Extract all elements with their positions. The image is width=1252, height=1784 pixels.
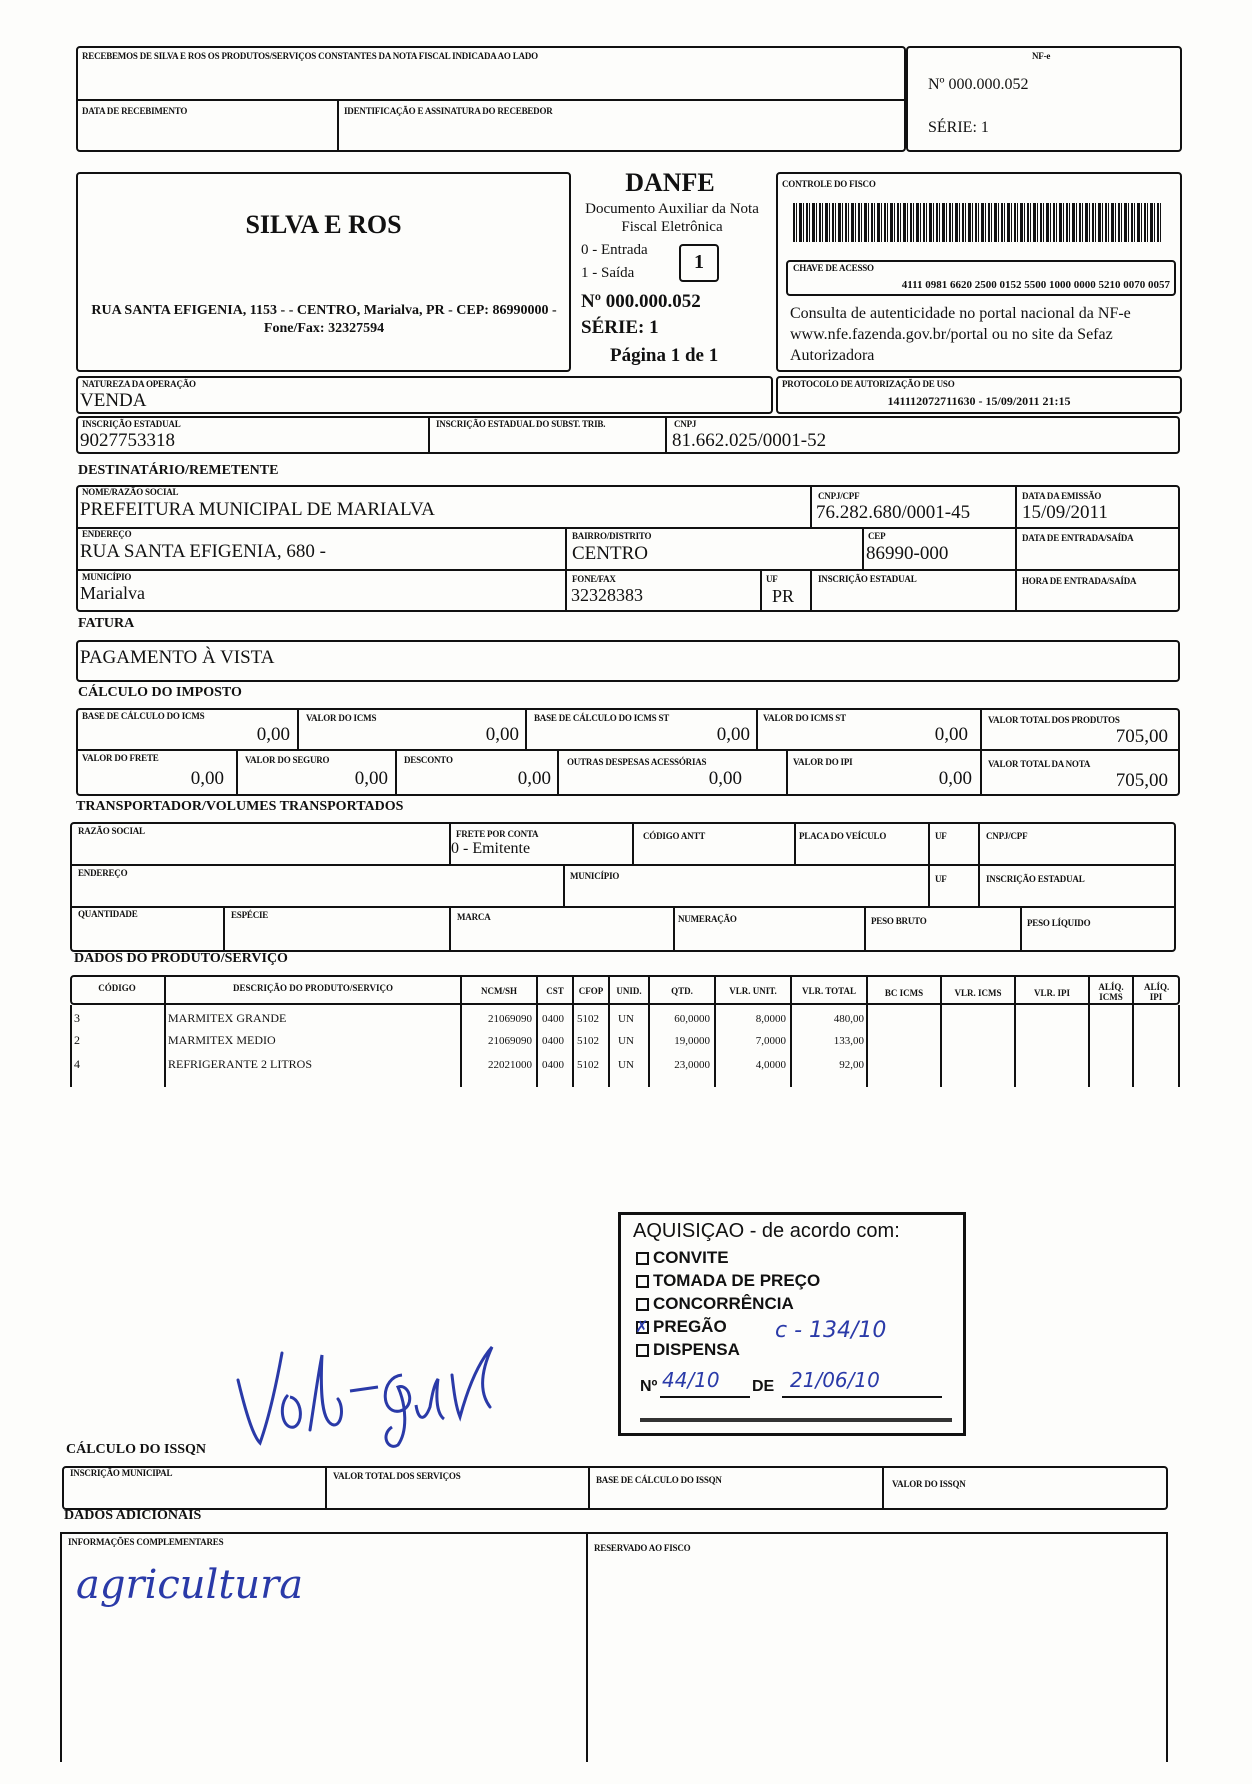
stamp-date-prefix: DE <box>752 1378 775 1395</box>
divider <box>337 99 339 152</box>
state-label: UF <box>766 574 778 584</box>
fiscal-control-label: CONTROLE DO FISCO <box>782 179 876 189</box>
divider <box>810 569 812 612</box>
additional-data-section-title: DADOS ADICIONAIS <box>64 1508 202 1523</box>
product-description: REFRIGERANTE 2 LITROS <box>168 1057 312 1071</box>
col-header-code: CÓDIGO <box>98 983 136 993</box>
recipient-section-title: DESTINATÁRIO/REMETENTE <box>78 463 279 478</box>
product-unit: UN <box>618 1035 634 1047</box>
district: CENTRO <box>572 543 648 564</box>
freight: 0,00 <box>190 768 224 789</box>
product-description: MARMITEX GRANDE <box>168 1011 287 1025</box>
vehicle-plate-label: PLACA DO VEÍCULO <box>799 831 887 841</box>
city: Marialva <box>80 583 145 603</box>
operation-type: 1 <box>694 251 704 273</box>
icms-value: 0,00 <box>485 724 519 745</box>
col-header-bc-icms: BC ICMS <box>884 988 924 998</box>
col-header-icms: VLR. ICMS <box>954 988 1002 998</box>
product-unit-price: 8,0000 <box>755 1013 786 1025</box>
substitute-registration-label: INSCRIÇÃO ESTADUAL DO SUBST. TRIB. <box>436 419 606 429</box>
divider <box>760 569 762 612</box>
divider <box>76 99 906 101</box>
authenticity-note: Consulta de autenticidade no portal nacional da NF-e www.nfe.fazenda.gov.br/portal ou no site da Sefaz Autorizadora <box>790 305 1131 364</box>
divider <box>565 527 567 612</box>
complementary-info-label: INFORMAÇÕES COMPLEMENTARES <box>68 1537 224 1547</box>
product-cfop: 5102 <box>577 1059 599 1071</box>
state-registration-box <box>76 416 1180 454</box>
issuer-cnpj: 81.662.025/0001-52 <box>672 430 827 451</box>
table-row <box>70 1055 1180 1079</box>
icms-base-label: BASE DE CÁLCULO DO ICMS <box>82 711 205 721</box>
product-ncm: 21069090 <box>488 1035 532 1047</box>
ipi-value: 0,00 <box>938 768 972 789</box>
other-expenses: 0,00 <box>708 768 742 789</box>
divider <box>325 1466 327 1510</box>
col-header-ncm: NCM/SH <box>481 986 517 996</box>
divider <box>449 906 451 952</box>
product-cfop: 5102 <box>577 1013 599 1025</box>
carrier-section-title: TRANSPORTADOR/VOLUMES TRANSPORTADOS <box>76 799 404 814</box>
divider <box>794 822 796 866</box>
stamp-option-tomada: TOMADA DE PREÇO <box>636 1271 820 1291</box>
barcode <box>793 203 1163 242</box>
recipient-address-label: ENDEREÇO <box>82 529 132 539</box>
stamp-option-convite: CONVITE <box>636 1248 729 1268</box>
divider <box>76 749 1180 751</box>
divider <box>882 1466 884 1510</box>
numbering-label: NUMERAÇÃO <box>678 914 737 924</box>
divider <box>862 527 864 571</box>
product-cst: 0400 <box>542 1059 564 1071</box>
product-ncm: 22021000 <box>488 1059 532 1071</box>
payment-terms: PAGAMENTO À VISTA <box>80 647 275 668</box>
issqn-box <box>62 1466 1168 1510</box>
products-total: 705,00 <box>1115 726 1168 747</box>
product-qty: 19,0000 <box>674 1035 710 1047</box>
freight-label: VALOR DO FRETE <box>82 753 159 763</box>
invoice-section-title: FATURA <box>78 616 135 631</box>
col-header-unit: UNID. <box>616 986 642 996</box>
carrier-city-label: MUNICÍPIO <box>570 871 620 881</box>
access-key-label: CHAVE DE ACESSO <box>793 263 874 273</box>
recipient-cnpj: 76.282.680/0001-45 <box>816 502 971 523</box>
divider <box>1015 485 1017 612</box>
carrier-state-label: UF <box>935 874 947 884</box>
receipt-date-label: DATA DE RECEBIMENTO <box>82 106 188 116</box>
col-header-cfop: CFOP <box>578 986 604 996</box>
col-header-ipi-rate: ALÍQ. IPI <box>1144 982 1170 1002</box>
divider <box>588 1466 590 1510</box>
divider <box>586 1532 588 1762</box>
checkbox-icon <box>636 1298 649 1311</box>
stamp-number-prefix: Nº <box>640 1378 658 1395</box>
col-header-unit-price: VLR. UNIT. <box>729 986 777 996</box>
brand-label: MARCA <box>457 912 491 922</box>
divider <box>978 822 980 908</box>
product-unit: UN <box>618 1013 634 1025</box>
divider <box>70 864 1176 866</box>
tax-section-title: CÁLCULO DO IMPOSTO <box>78 685 242 700</box>
page-count: Página 1 de 1 <box>610 345 719 366</box>
number-underline <box>660 1396 750 1398</box>
signature <box>230 1335 510 1455</box>
products-table <box>70 975 1180 1087</box>
table-row <box>70 1031 1180 1055</box>
protocol-label: PROTOCOLO DE AUTORIZAÇÃO DE USO <box>782 379 955 389</box>
stamp-option-dispensa: DISPENSA <box>636 1340 740 1360</box>
divider <box>928 822 930 908</box>
divider <box>70 906 1176 908</box>
icms-base: 0,00 <box>256 724 290 745</box>
phone: 32328383 <box>571 585 643 605</box>
stamp-option-pregao: ✗ PREGÃO <box>635 1317 727 1336</box>
checkbox-icon <box>636 1275 649 1288</box>
icms-st-value-label: VALOR DO ICMS ST <box>763 713 846 723</box>
products-total-label: VALOR TOTAL DOS PRODUTOS <box>988 715 1120 725</box>
product-unit-price: 7,0000 <box>755 1035 786 1047</box>
ipi-value-label: VALOR DO IPI <box>793 757 853 767</box>
carrier-box <box>70 822 1176 952</box>
divider <box>223 906 225 952</box>
product-cst: 0400 <box>542 1013 564 1025</box>
stamp-option-concorrencia: CONCORRÊNCIA <box>636 1294 794 1314</box>
date-underline <box>782 1396 942 1398</box>
icms-st-base-label: BASE DE CÁLCULO DO ICMS ST <box>534 713 670 723</box>
antt-code-label: CÓDIGO ANTT <box>643 831 706 841</box>
insurance-label: VALOR DO SEGURO <box>245 755 330 765</box>
net-weight-label: PESO LÍQUIDO <box>1027 918 1091 928</box>
receipt-statement: RECEBEMOS DE SILVA E ROS OS PRODUTOS/SERVIÇOS CONSTANTES DA NOTA FISCAL INDICADA AO LADO <box>82 51 538 61</box>
quantity-label: QUANTIDADE <box>78 909 138 919</box>
danfe-series: SÉRIE: 1 <box>581 317 659 338</box>
danfe-subtitle: Documento Auxiliar da Nota Fiscal Eletrônica <box>585 201 759 235</box>
protocol-value: 141112072711630 - 15/09/2011 21:15 <box>887 394 1071 408</box>
product-cfop: 5102 <box>577 1035 599 1047</box>
invoice-total: 705,00 <box>1115 770 1168 791</box>
receiver-signature-label: IDENTIFICAÇÃO E ASSINATURA DO RECEBEDOR <box>344 106 553 116</box>
vehicle-state-label: UF <box>935 831 947 841</box>
exit-option: 1 - Saída <box>581 265 635 281</box>
issue-date: 15/09/2011 <box>1022 502 1108 523</box>
checkbox-icon <box>636 1252 649 1265</box>
product-code: 3 <box>74 1011 80 1025</box>
product-total: 133,00 <box>833 1035 864 1047</box>
zip-code: 86990-000 <box>866 543 949 564</box>
issqn-value-label: VALOR DO ISSQN <box>892 1479 966 1489</box>
divider <box>428 416 430 454</box>
divider <box>632 822 634 866</box>
nfe-label: NF-e <box>1032 51 1051 61</box>
invoice-total-label: VALOR TOTAL DA NOTA <box>988 759 1091 769</box>
recipient-ie-label: INSCRIÇÃO ESTADUAL <box>818 574 917 584</box>
recipient-cnpj-label: CNPJ/CPF <box>818 491 860 501</box>
issuer-cnpj-label: CNPJ <box>674 419 697 429</box>
recipient-name-label: NOME/RAZÃO SOCIAL <box>82 487 179 497</box>
divider <box>665 416 667 454</box>
species-label: ESPÉCIE <box>231 910 269 920</box>
divider <box>1020 906 1022 952</box>
stamp-title: AQUISIÇAO - de acordo com: <box>633 1220 900 1242</box>
other-expenses-label: OUTRAS DESPESAS ACESSÓRIAS <box>567 757 707 767</box>
entry-exit-time-label: HORA DE ENTRADA/SAÍDA <box>1022 576 1137 586</box>
entry-exit-date-label: DATA DE ENTRADA/SAÍDA <box>1022 533 1134 543</box>
carrier-address-label: ENDEREÇO <box>78 868 128 878</box>
product-ncm: 21069090 <box>488 1013 532 1025</box>
stub-number: Nº 000.000.052 <box>928 76 1029 93</box>
checkbox-icon <box>636 1344 649 1357</box>
product-total: 480,00 <box>833 1013 864 1025</box>
product-qty: 60,0000 <box>674 1013 710 1025</box>
phone-label: FONE/FAX <box>572 574 616 584</box>
state-registration-label: INSCRIÇÃO ESTADUAL <box>82 419 181 429</box>
handwritten-process-number: c - 134/10 <box>775 1318 887 1343</box>
fiscal-reserved-label: RESERVADO AO FISCO <box>594 1543 691 1553</box>
product-total: 92,00 <box>839 1059 864 1071</box>
stamp-shadow-line <box>640 1418 952 1422</box>
product-cst: 0400 <box>542 1035 564 1047</box>
col-header-description: DESCRIÇÃO DO PRODUTO/SERVIÇO <box>232 983 394 993</box>
access-key: 4111 0981 6620 2500 0152 5500 1000 0000 5210 0070 0057 <box>901 279 1170 291</box>
product-unit-price: 4,0000 <box>755 1059 786 1071</box>
issue-date-label: DATA DA EMISSÃO <box>1022 491 1102 501</box>
discount: 0,00 <box>517 768 551 789</box>
divider <box>864 906 866 952</box>
danfe-number: Nº 000.000.052 <box>581 291 701 312</box>
operation-nature-label: NATUREZA DA OPERAÇÃO <box>82 379 196 389</box>
handwritten-date: 21/06/10 <box>790 1368 880 1392</box>
gross-weight-label: PESO BRUTO <box>871 916 927 926</box>
divider <box>563 864 565 908</box>
freight-responsibility: 0 - Emitente <box>451 840 531 857</box>
product-code: 2 <box>74 1033 80 1047</box>
icms-value-label: VALOR DO ICMS <box>306 713 377 723</box>
col-header-total: VLR. TOTAL <box>801 986 857 996</box>
recipient-name: PREFEITURA MUNICIPAL DE MARIALVA <box>80 499 435 520</box>
product-unit: UN <box>618 1059 634 1071</box>
issuer-address: RUA SANTA EFIGENIA, 1153 - - CENTRO, Marialva, PR - CEP: 86990000 - Fone/Fax: 32327594 <box>91 303 557 336</box>
operation-nature: VENDA <box>80 390 147 411</box>
product-code: 4 <box>74 1057 80 1071</box>
issuer-box <box>76 172 571 372</box>
col-header-ipi: VLR. IPI <box>1033 988 1070 998</box>
discount-label: DESCONTO <box>404 755 453 765</box>
issuer-name: SILVA E ROS <box>245 210 402 239</box>
state-registration: 9027753318 <box>80 430 175 451</box>
city-label: MUNICÍPIO <box>82 572 132 582</box>
state: PR <box>772 586 795 606</box>
district-label: BAIRRO/DISTRITO <box>572 531 652 541</box>
municipal-registration-label: INSCRIÇÃO MUNICIPAL <box>70 1468 173 1478</box>
issqn-base-label: BASE DE CÁLCULO DO ISSQN <box>596 1475 722 1485</box>
col-header-icms-rate: ALÍQ. ICMS <box>1098 982 1124 1002</box>
table-row <box>70 1007 1180 1031</box>
handwritten-note: agricultura <box>76 1562 304 1608</box>
products-section-title: DADOS DO PRODUTO/SERVIÇO <box>74 951 288 966</box>
recipient-address: RUA SANTA EFIGENIA, 680 - <box>80 541 327 562</box>
stub-series: SÉRIE: 1 <box>928 119 989 136</box>
product-qty: 23,0000 <box>674 1059 710 1071</box>
insurance: 0,00 <box>354 768 388 789</box>
product-description: MARMITEX MEDIO <box>168 1033 276 1047</box>
icms-st-base: 0,00 <box>716 724 750 745</box>
divider <box>810 485 812 529</box>
col-header-cst: CST <box>546 986 564 996</box>
issqn-section-title: CÁLCULO DO ISSQN <box>66 1442 207 1457</box>
freight-responsibility-label: FRETE POR CONTA <box>456 829 539 839</box>
carrier-ie-label: INSCRIÇÃO ESTADUAL <box>986 874 1085 884</box>
zip-label: CEP <box>868 531 886 541</box>
entry-option: 0 - Entrada <box>581 242 648 258</box>
handwritten-number: 44/10 <box>662 1368 720 1392</box>
checked-box-icon: ✗ <box>635 1319 649 1336</box>
services-total-label: VALOR TOTAL DOS SERVIÇOS <box>333 1471 461 1481</box>
carrier-cnpj-label: CNPJ/CPF <box>986 831 1028 841</box>
danfe-title: DANFE <box>625 168 715 197</box>
divider <box>673 906 675 952</box>
carrier-name-label: RAZÃO SOCIAL <box>78 826 145 836</box>
icms-st-value: 0,00 <box>934 724 968 745</box>
col-header-qty: QTD. <box>671 986 693 996</box>
